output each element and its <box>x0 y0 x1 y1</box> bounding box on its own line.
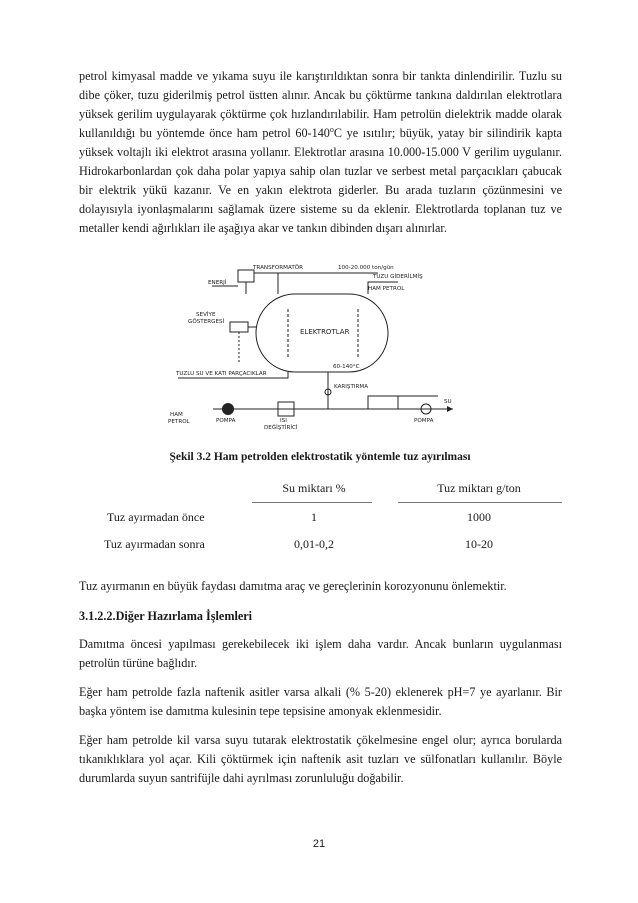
table-cell-su: 1 <box>311 510 317 524</box>
label-voltage: 100-20.000 ton/gün <box>338 265 394 271</box>
paragraph-benefit: Tuz ayırmanın en büyük faydası damıtma araç ve gereçlerinin korozyonunu önlemektir. <box>79 579 507 593</box>
page-number: 21 <box>312 838 326 850</box>
label-karistirma: KARIŞTIRMA <box>334 384 369 390</box>
transformer-box <box>238 270 254 282</box>
label-degistirici: DEĞİŞTİRİCİ <box>264 425 298 431</box>
table-header-rule-2 <box>398 502 562 503</box>
label-ham-petrol-top: HAM PETROL <box>368 286 405 292</box>
paragraph-naphthenic: Eğer ham petrolde fazla naftenik asitler varsa alkali (% 5-20) eklenerek pH=7 ye ayarlanır. Bir başka yöntem ise damıtma kulesinin tepe tepsisine amonyak eklenmesidir. <box>79 685 562 718</box>
paragraph-other-processes: Damıtma öncesi yapılması gerekebilecek iki işlem daha vardır. Ancak bunların uygulanması petrolün türüne bağlıdır. <box>79 637 562 670</box>
table-cell-su: 0,01-0,2 <box>294 537 334 551</box>
degree-sup: o <box>329 124 334 134</box>
pump-icon <box>222 403 234 415</box>
table-cell-tuz: 10-20 <box>465 537 493 551</box>
table-row-label: Tuz ayırmadan önce <box>107 510 205 524</box>
label-elektrotlar: ELEKTROTLAR <box>300 328 350 336</box>
level-gauge <box>230 322 248 332</box>
p1-text-a: petrol kimyasal madde ve yıkama suyu ile karıştırıldıktan sonra bir tankta dinlendirilir. Tuzlu su dibe çöker, tuzu giderilmiş petrol üstten alınır. Ancak bu çöktürme tankına daldırılan elektrotlara yüksek gerilim uygulayarak çöktürme çok hızlandırılabilir. Ham petrolün dielektrik madde olarak kullanıldığı bu yöntemde önce ham petrol 60-140 <box>79 69 562 140</box>
label-su: SU <box>444 399 452 405</box>
label-gostergesi: GÖSTERGESİ <box>188 319 225 325</box>
p1-text-b: C ye ısıtılır; büyük, yatay bir silindirik kapta yüksek voltajlı iki elektrot arasına yollanır. Elektrotlar arasına 10.000-15.000 V gerilim uygulanır. Hidrokarbonlardan çok daha polar yapıya sahip olan tuzlar ve serbest metal parçacıkları çabucak bir elektrik yükü kazanır. Ve en yakın elektrota giderler. Bu arada tuzların çözünmesini ve dolayısıyla iyonlaşmalarını sağlamak üzere sisteme su da eklenir. Elektrotlarda toplanan tuz ve metaller kendi ağırlıkları ile aşağıya akar ve tankın dibinden dışarı alınırlar. <box>79 126 562 235</box>
table-cell-tuz: 1000 <box>467 510 491 524</box>
table-header-su: Su miktarı % <box>282 481 346 495</box>
label-enerji: ENERJİ <box>208 280 227 286</box>
label-transformator: TRANSFORMATÖR <box>253 265 304 271</box>
table-header-tuz: Tuz miktarı g/ton <box>437 481 521 495</box>
label-ham: HAM <box>170 412 183 418</box>
label-petrol: PETROL <box>168 419 190 425</box>
label-tuzlu-su: TUZLU SU VE KATI PARÇACIKLAR <box>176 371 267 377</box>
label-isi: ISI <box>280 418 287 424</box>
desalter-diagram <box>168 264 468 432</box>
paragraph-clay: Eğer ham petrolde kil varsa suyu tutarak elektrostatik çökelmesine engel olur; ayrıca borularda tıkanıklıklara yol açar. Kili çöktürmek için naftenik asit tuzları ve sülfonatları kullanılır. Böyle durumlarda suyun santrifüjle dahi ayrılması zorunluluğu doğabilir. <box>79 733 562 785</box>
label-tuzu-giderilmis: TUZU GİDERİLMİŞ <box>373 274 423 280</box>
label-temp: 60-140°C <box>333 364 360 370</box>
figure-caption: Şekil 3.2 Ham petrolden elektrostatik yöntemle tuz ayırılması <box>169 451 471 463</box>
label-pompa-2: POMPA <box>414 418 434 424</box>
label-seviye: SEVİYE <box>196 312 216 318</box>
table-header-rule-1 <box>252 502 372 503</box>
label-pompa-1: POMPA <box>216 418 236 424</box>
table-row-label: Tuz ayırmadan sonra <box>104 537 205 551</box>
section-heading: 3.1.2.2.Diğer Hazırlama İşlemleri <box>79 609 253 623</box>
paragraph-electrostatic <box>79 67 562 238</box>
